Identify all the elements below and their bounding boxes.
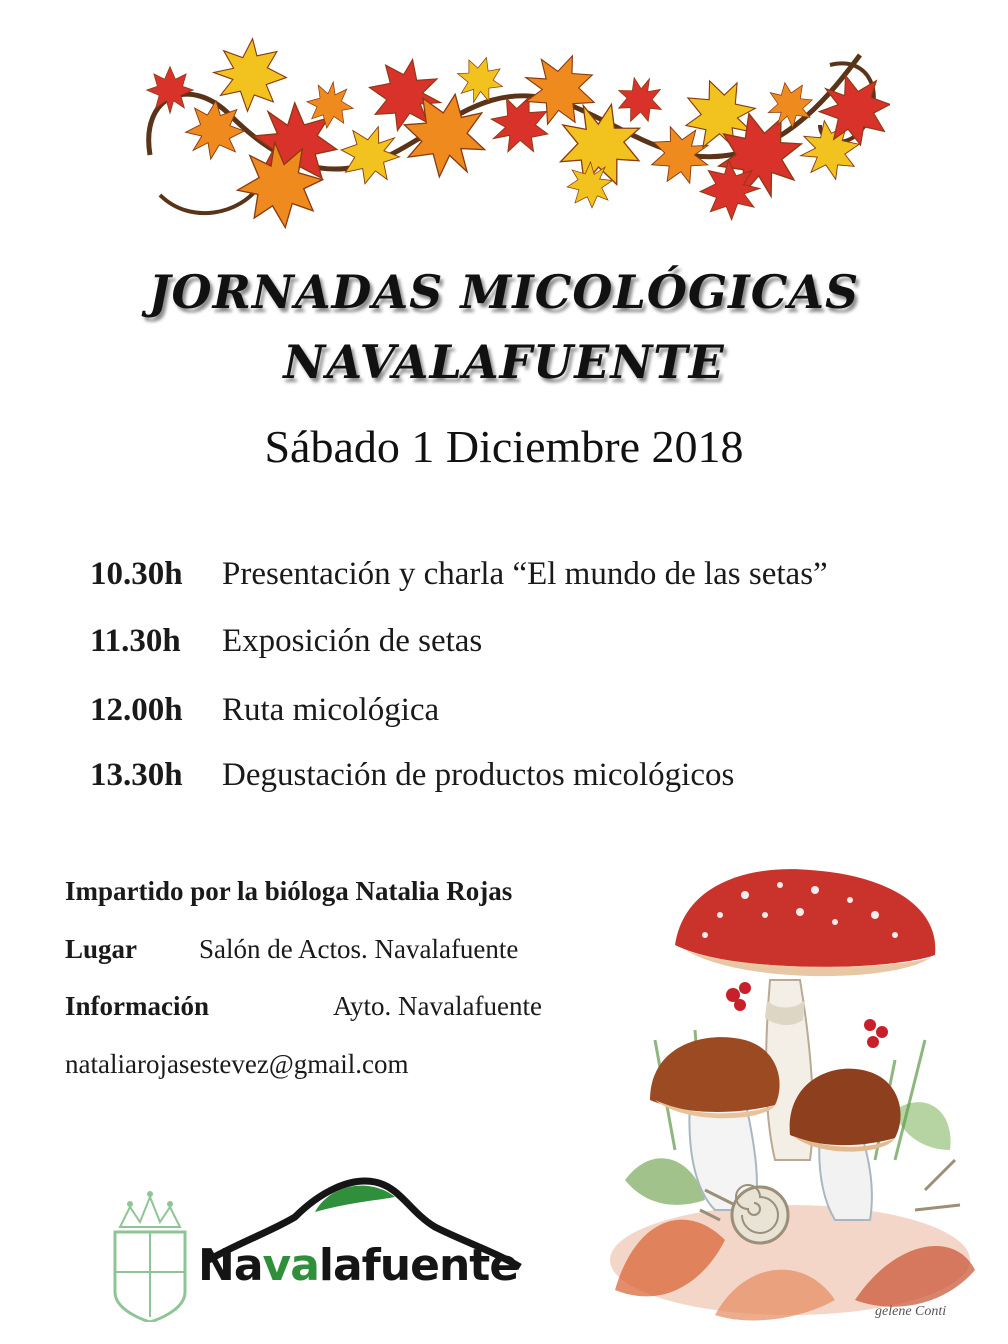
- schedule-item: [90, 556, 828, 593]
- event-title-line1: JORNADAS MICOLÓGICAS: [148, 265, 860, 319]
- logo-wordmark: [198, 1240, 518, 1291]
- coat-of-arms-icon: [115, 1191, 185, 1322]
- speaker-text: Impartido por la bióloga Natalia Rojas: [65, 876, 513, 906]
- leaf-icon: [609, 69, 671, 131]
- speaker-line: [65, 876, 512, 907]
- info-label: Información: [65, 991, 209, 1021]
- schedule-time: 12.00h: [90, 692, 183, 728]
- leaf-icon: [147, 67, 194, 114]
- schedule-item: [90, 623, 482, 660]
- info-line: [65, 991, 542, 1022]
- contact-email[interactable]: nataliarojasestevez@gmail.com: [65, 1049, 409, 1079]
- event-title-line2: NAVALAFUENTE: [283, 335, 725, 389]
- logo-text-part2: va: [262, 1240, 319, 1291]
- logo-text-part3: lafuente: [318, 1240, 519, 1291]
- schedule-activity: Ruta micológica: [222, 692, 440, 728]
- logo-text-part1: Na: [198, 1240, 263, 1291]
- schedule-activity: Exposición de setas: [222, 623, 483, 659]
- place-label: Lugar: [65, 934, 138, 964]
- artist-signature: gelene Conti: [875, 1304, 947, 1319]
- schedule-time: 10.30h: [90, 556, 183, 592]
- place-line: [65, 934, 518, 965]
- schedule-time: 11.30h: [90, 623, 181, 659]
- event-date: Sábado 1 Diciembre 2018: [264, 421, 744, 472]
- schedule-activity: Presentación y charla “El mundo de las setas”: [222, 556, 828, 592]
- leaf-icon: [211, 36, 289, 114]
- schedule-time: 13.30h: [90, 757, 183, 793]
- autumn-leaves-garland: [130, 35, 890, 235]
- mushroom-illustration: [595, 860, 985, 1325]
- schedule-item: [90, 757, 734, 794]
- info-value: Ayto. Navalafuente: [333, 991, 542, 1021]
- schedule-item: [90, 692, 439, 729]
- schedule-activity: Degustación de productos micológicos: [222, 757, 735, 793]
- place-value: Salón de Actos. Navalafuente: [199, 934, 519, 964]
